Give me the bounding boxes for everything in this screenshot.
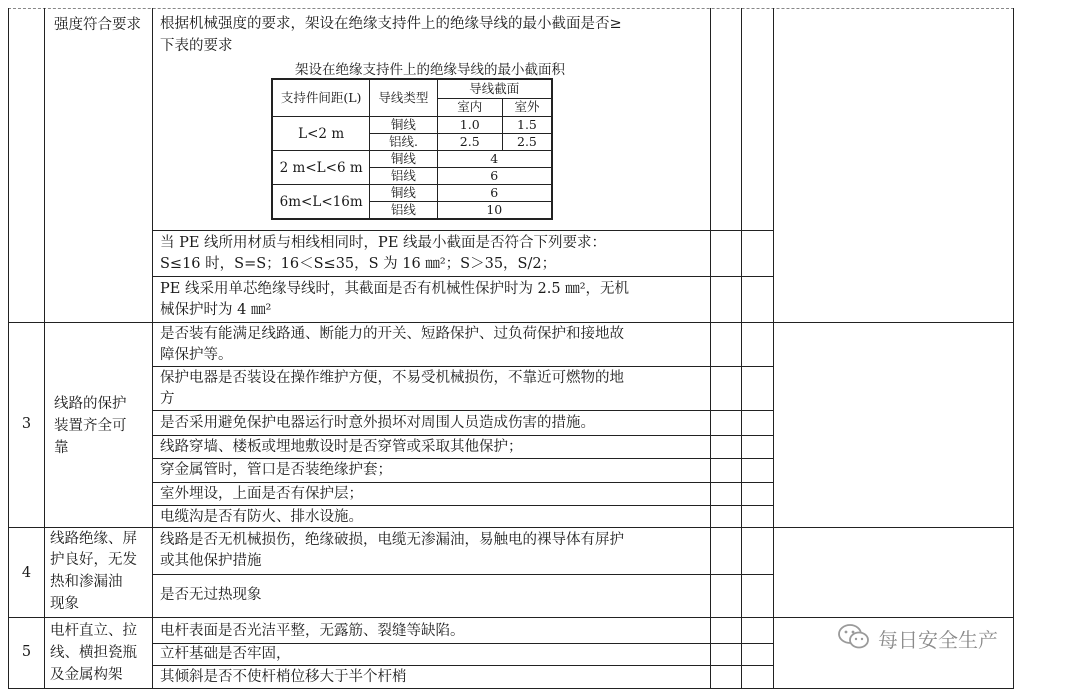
item-line: 装置齐全可: [54, 418, 127, 434]
wire-type: 铝线.: [370, 134, 437, 151]
content-line: 障保护等。: [160, 347, 233, 363]
item-line: 护良好，无发: [50, 552, 137, 568]
wire-type: 铜线: [370, 185, 437, 202]
watermark-text: 每日安全生产: [878, 628, 998, 652]
item-name-r2: 强度符合要求: [54, 17, 141, 33]
value-cell: 2.5: [502, 134, 552, 151]
value-cell: 10: [437, 202, 552, 220]
content-line: 下表的要求: [160, 38, 233, 54]
header-outdoor: 室外: [502, 98, 552, 116]
content-line: 方: [160, 391, 175, 407]
content-line: 线路是否无机械损伤，绝缘破损，电缆无渗漏油，易触电的裸导体有屏护: [160, 532, 624, 548]
item-line: 靠: [54, 440, 69, 456]
content-line: 其倾斜是否不使杆梢位移大于半个杆梢: [160, 669, 407, 685]
item-line: 电杆直立、拉: [50, 623, 137, 639]
content-line: 立杆基础是否牢固，: [160, 646, 291, 662]
row-number: 5: [21, 644, 32, 660]
spacing-group-1: L<2 m: [272, 117, 370, 151]
content-line: 线路穿墙、楼板或埋地敷设时是否穿管或采取其他保护；: [160, 439, 523, 455]
content-line: S≤16 时，S=S；16＜S≤35，S 为 16 ㎜²；S＞35，S/2；: [160, 256, 557, 272]
item-line: 线路的保护: [54, 396, 127, 412]
content-line: 是否装有能满足线路通、断能力的开关、短路保护、过负荷保护和接地故: [160, 326, 624, 342]
header-type: 导线类型: [370, 79, 437, 117]
content-line: 电缆沟是否有防火、排水设施。: [160, 509, 363, 525]
min-section-table: [271, 78, 553, 220]
content-line: 电杆表面是否光洁平整，无露筋、裂缝等缺陷。: [160, 623, 465, 639]
row-number: 3: [21, 416, 32, 432]
value-cell: 2.5: [437, 134, 502, 151]
content-line: 械保护时为 4 ㎜²: [160, 302, 272, 318]
content-line: 是否无过热现象: [160, 587, 262, 603]
subtable-caption: 架设在绝缘支持件上的绝缘导线的最小截面积: [295, 62, 565, 78]
wire-type: 铝线: [370, 202, 437, 220]
item-line: 现象: [50, 596, 79, 612]
value-cell: 1.5: [502, 117, 552, 134]
wire-type: 铝线: [370, 168, 437, 185]
content-line: 或其他保护措施: [160, 553, 262, 569]
spacing-group-2: 2 m<L<6 m: [272, 151, 370, 185]
wechat-icon: [836, 622, 872, 652]
header-indoor: 室内: [437, 98, 502, 116]
spacing-group-3: 6m<L<16m: [272, 185, 370, 220]
content-line: 是否采用避免保护电器运行时意外损坏对周围人员造成伤害的措施。: [160, 415, 595, 431]
item-line: 及金属构架: [50, 667, 123, 683]
content-line: PE 线采用单芯绝缘导线时，其截面是否有机械性保护时为 2.5 ㎜²，无机: [160, 281, 630, 297]
content-line: 穿金属管时，管口是否装绝缘护套；: [160, 462, 392, 478]
row-number: 4: [21, 565, 32, 581]
value-cell: 6: [437, 168, 552, 185]
item-line: 热和渗漏油: [50, 574, 123, 590]
item-line: 线路绝缘、屏: [50, 531, 137, 547]
content-line: 根据机械强度的要求，架设在绝缘支持件上的绝缘导线的最小截面是否≥: [160, 16, 622, 32]
header-section: 导线截面: [437, 79, 552, 98]
wire-type: 铜线: [370, 151, 437, 168]
value-cell: 1.0: [437, 117, 502, 134]
wire-type: 铜线: [370, 117, 437, 134]
value-cell: 6: [437, 185, 552, 202]
content-line: 室外埋设，上面是否有保护层；: [160, 486, 363, 502]
item-line: 线、横担瓷瓶: [50, 645, 137, 661]
header-spacing: 支持件间距(L): [272, 79, 370, 117]
content-line: 当 PE 线所用材质与相线相同时，PE 线最小截面是否符合下列要求：: [160, 235, 607, 251]
value-cell: 4: [437, 151, 552, 168]
content-line: 保护电器是否装设在操作维护方便，不易受机械损伤，不靠近可燃物的地: [160, 370, 624, 386]
